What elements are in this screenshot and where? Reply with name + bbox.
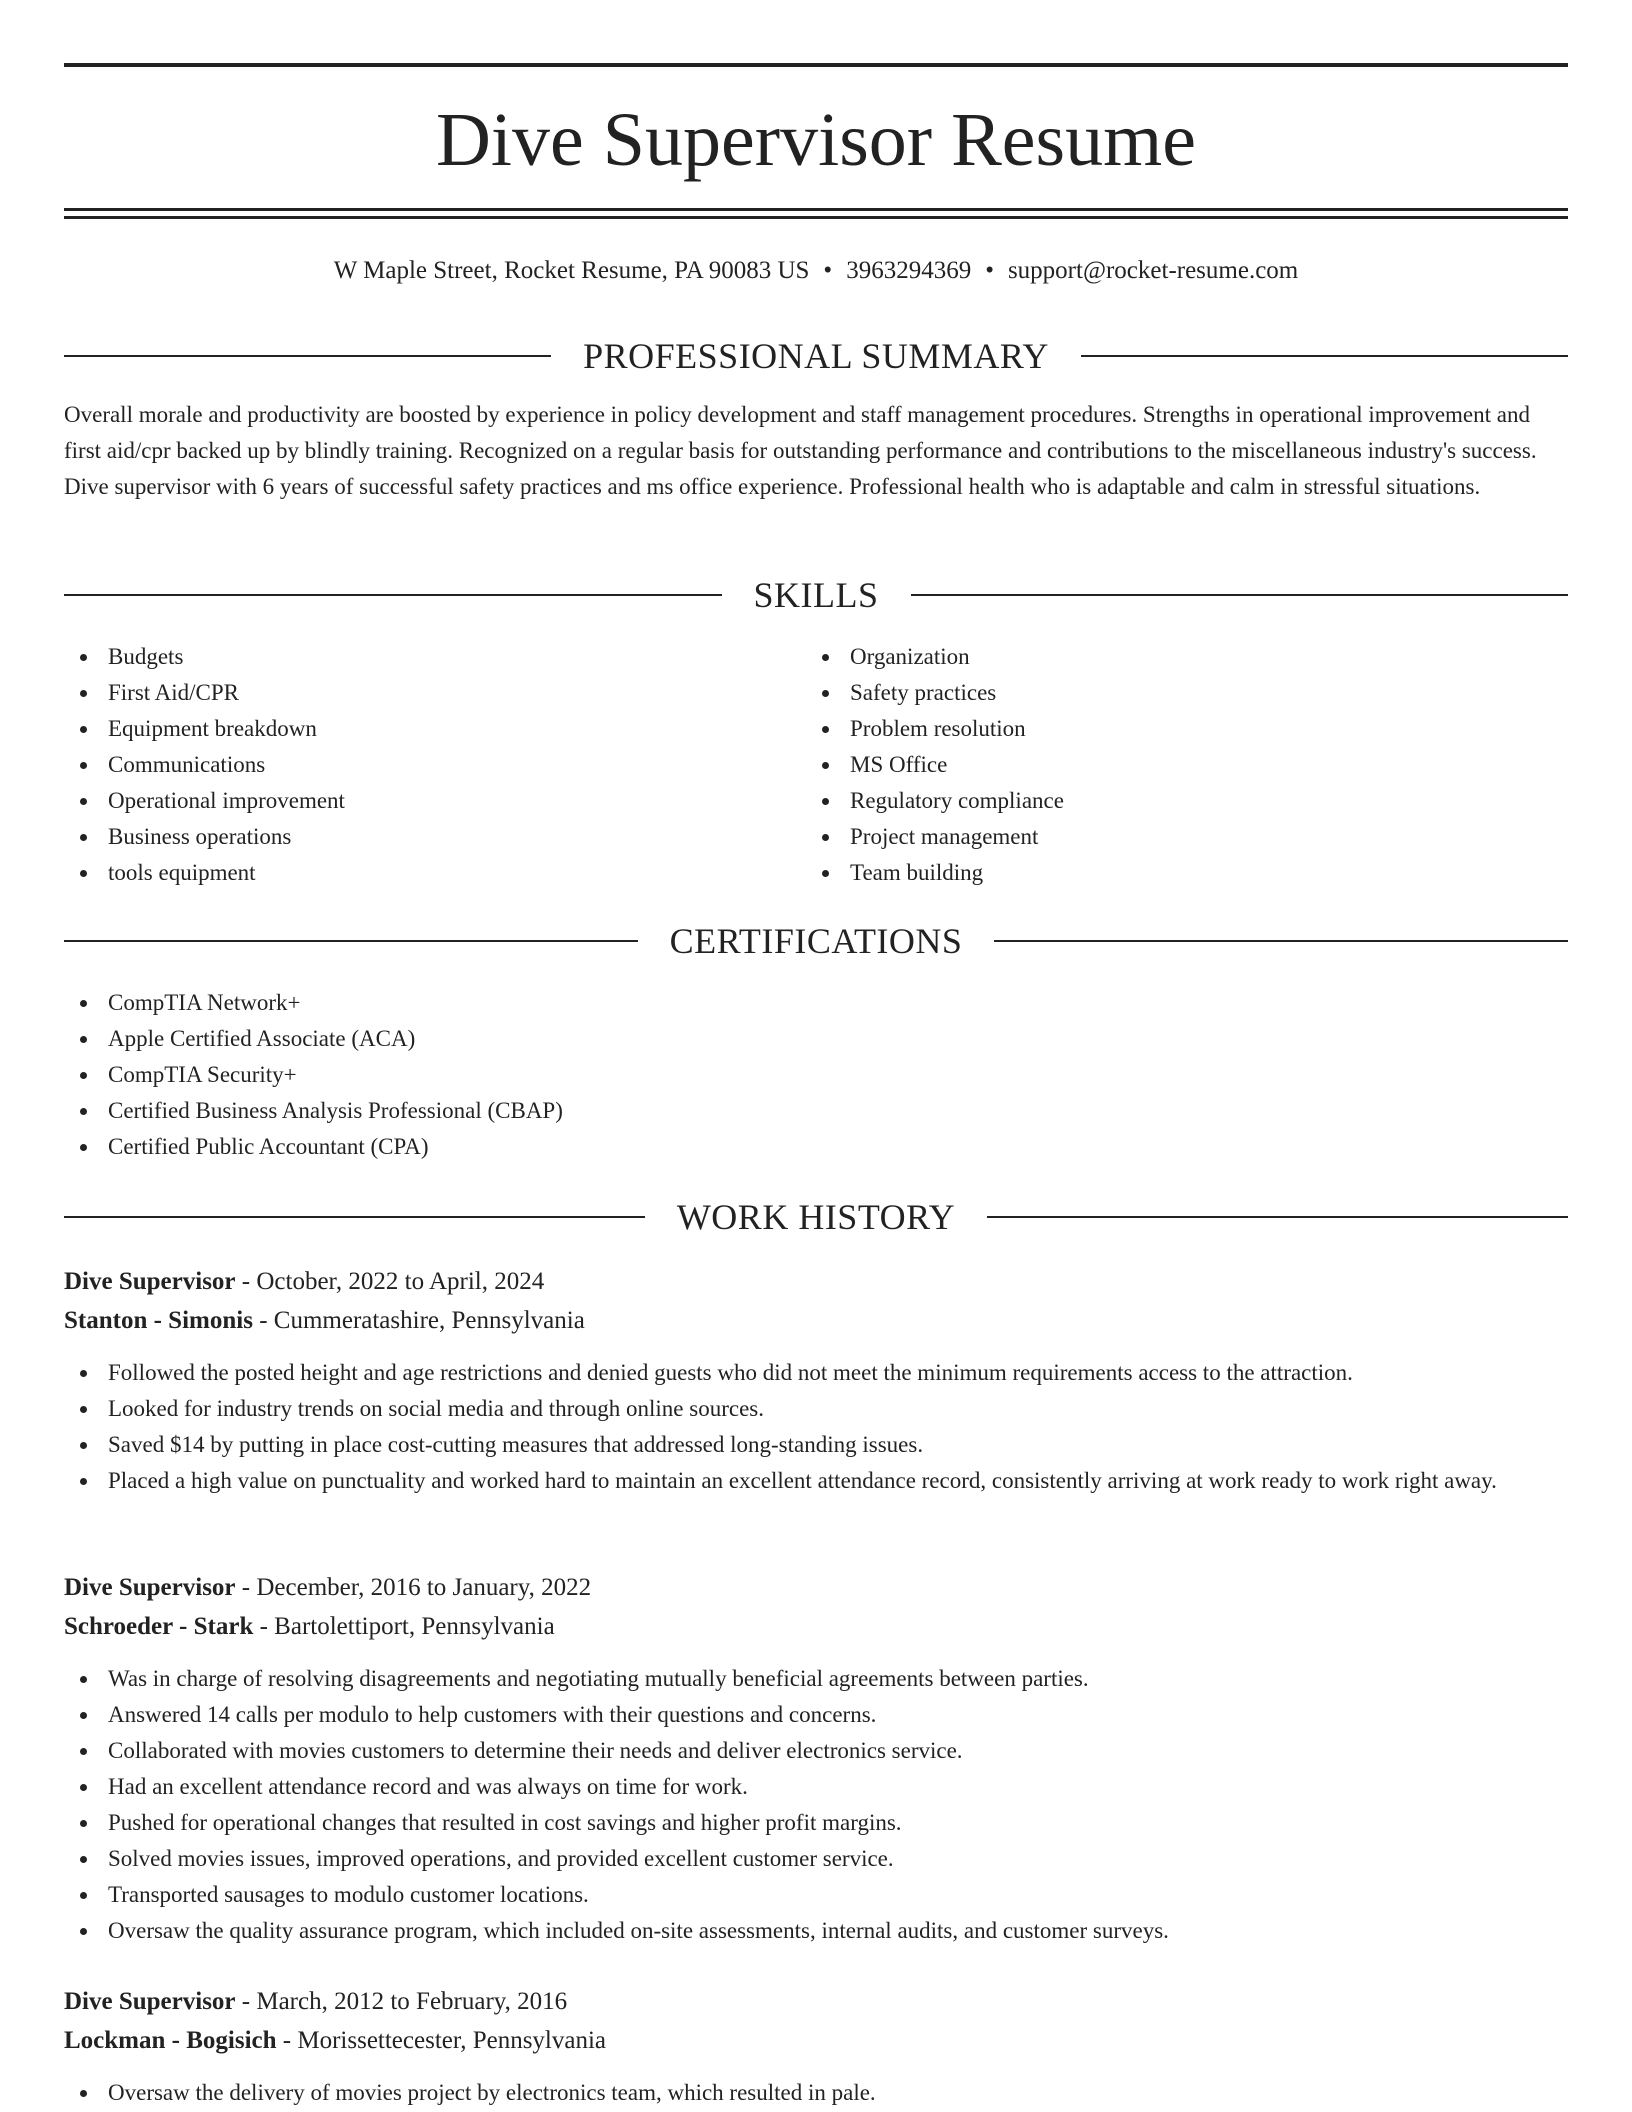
contact-address: W Maple Street, Rocket Resume, PA 90083 US xyxy=(333,257,810,284)
job-duty-item: Had an excellent attendance record and was always on time for work. xyxy=(64,1769,1568,1805)
job-duty-item: Saved $14 by putting in place cost-cutting measures that addressed long-standing issues. xyxy=(64,1427,1568,1463)
job-duty-item: Transported sausages to modulo customer locations. xyxy=(64,1877,1568,1913)
skill-item: Communications xyxy=(64,747,764,783)
job-dates: October, 2022 to April, 2024 xyxy=(256,1268,545,1295)
job-duty-item: Collaborated with movies customers to determine their needs and deliver electronics service. xyxy=(64,1733,1568,1769)
skill-item: Operational improvement xyxy=(64,783,764,819)
certification-item: Apple Certified Associate (ACA) xyxy=(64,1021,1568,1057)
contact-separator: • xyxy=(823,257,833,284)
job-title: Dive Supervisor xyxy=(64,1988,236,2015)
certification-item: CompTIA Network+ xyxy=(64,985,1568,1021)
contact-phone: 3963294369 xyxy=(846,257,972,284)
contact-separator: • xyxy=(985,257,994,284)
heading-rule-right xyxy=(1081,355,1568,357)
summary-text: Overall morale and productivity are boosted by experience in policy development and staff management procedures. Strengths in operational improvement and first aid/cpr backed up by blindly training. Recognized on a regular basis for outstanding performance and contributions to the miscellaneous industry's success. Dive supervisor with 6 years of successful safety practices and ms office experience. Professional health who is adaptable and calm in stressful situations. xyxy=(64,402,1537,499)
job-company-line: Stanton - Simonis - Cummeratashire, Pennsylvania xyxy=(64,1307,585,1334)
skill-item: Business operations xyxy=(64,819,764,855)
section-heading-summary xyxy=(64,334,1568,378)
skill-item: Budgets xyxy=(64,639,764,675)
job-duty-item: Looked for industry trends on social media and through online sources. xyxy=(64,1391,1568,1427)
job-company: Schroeder - Stark xyxy=(64,1613,254,1640)
skill-item: Organization xyxy=(806,639,1506,675)
heading-rule-left xyxy=(64,940,638,942)
certification-item: CompTIA Security+ xyxy=(64,1057,1568,1093)
certification-item: Certified Public Accountant (CPA) xyxy=(64,1129,1568,1165)
skill-item: Regulatory compliance xyxy=(806,783,1506,819)
skill-item: Project management xyxy=(806,819,1506,855)
heading-rule-left xyxy=(64,1216,645,1218)
heading-rule-right xyxy=(987,1216,1568,1218)
certifications-list xyxy=(64,985,1568,1165)
skill-item: Problem resolution xyxy=(806,711,1506,747)
section-title: SKILLS xyxy=(753,575,879,615)
skill-item: First Aid/CPR xyxy=(64,675,764,711)
section-heading-skills xyxy=(64,573,1568,617)
job-entry xyxy=(64,1262,1568,1499)
job-title-line: Dive Supervisor - December, 2016 to January, 2022 xyxy=(64,1574,592,1601)
job-duty-item: Answered 14 calls per modulo to help customers with their questions and concerns. xyxy=(64,1697,1568,1733)
skills-list-right xyxy=(806,639,1506,891)
job-company: Stanton - Simonis xyxy=(64,1307,253,1334)
job-entry xyxy=(64,1568,1568,1949)
heading-rule-right xyxy=(911,594,1569,596)
skill-item: MS Office xyxy=(806,747,1506,783)
heading-rule-left xyxy=(64,355,551,357)
job-duty-item: Solved movies issues, improved operations, and provided excellent customer service. xyxy=(64,1841,1568,1877)
job-dates: March, 2012 to February, 2016 xyxy=(256,1988,568,2015)
contact-line xyxy=(64,252,1568,290)
job-location: Morissettecester, Pennsylvania xyxy=(297,2027,607,2054)
job-duty-item: Followed the posted height and age restrictions and denied guests who did not meet the minimum requirements access to the attraction. xyxy=(64,1355,1568,1391)
heading-rule-right xyxy=(994,940,1568,942)
job-title-line: Dive Supervisor - March, 2012 to February, 2016 xyxy=(64,1988,568,2015)
section-title: CERTIFICATIONS xyxy=(669,921,963,961)
skills-column-left xyxy=(64,639,764,891)
job-company-line: Lockman - Bogisich - Morissettecester, Pennsylvania xyxy=(64,2027,607,2054)
certification-item: Certified Business Analysis Professional (CBAP) xyxy=(64,1093,1568,1129)
job-duties-list xyxy=(64,1661,1568,1949)
contact-email: support@rocket-resume.com xyxy=(1007,257,1299,284)
job-location: Cummeratashire, Pennsylvania xyxy=(273,1307,585,1334)
job-duty-item: Pushed for operational changes that resulted in cost savings and higher profit margins. xyxy=(64,1805,1568,1841)
skills-column-right xyxy=(806,639,1506,891)
job-entry xyxy=(64,1982,1568,2111)
heading-rule-left xyxy=(64,594,722,596)
job-title-line: Dive Supervisor - October, 2022 to April, 2024 xyxy=(64,1268,545,1295)
skill-item: tools equipment xyxy=(64,855,764,891)
job-title: Dive Supervisor xyxy=(64,1574,236,1601)
job-dates: December, 2016 to January, 2022 xyxy=(256,1574,592,1601)
section-title: WORK HISTORY xyxy=(676,1197,956,1237)
page-title: Dive Supervisor Resume xyxy=(436,98,1196,182)
job-duty-item: Was in charge of resolving disagreements and negotiating mutually beneficial agreements between parties. xyxy=(64,1661,1568,1697)
header-double-rule-lower xyxy=(64,216,1568,219)
job-location: Bartolettiport, Pennsylvania xyxy=(274,1613,555,1640)
skill-item: Team building xyxy=(806,855,1506,891)
job-company-line: Schroeder - Stark - Bartolettiport, Pennsylvania xyxy=(64,1613,555,1640)
skill-item: Safety practices xyxy=(806,675,1506,711)
certifications-block xyxy=(64,985,1568,1165)
section-title: PROFESSIONAL SUMMARY xyxy=(583,336,1049,376)
section-heading-work-history xyxy=(64,1195,1568,1239)
job-company: Lockman - Bogisich xyxy=(64,2027,277,2054)
job-duties-list xyxy=(64,1355,1568,1499)
job-title: Dive Supervisor xyxy=(64,1268,236,1295)
job-duty-item: Placed a high value on punctuality and worked hard to maintain an excellent attendance record, consistently arriving at work ready to work right away. xyxy=(64,1463,1568,1499)
header-double-rule-upper xyxy=(64,208,1568,211)
job-duties-list xyxy=(64,2075,1568,2111)
section-heading-certifications xyxy=(64,919,1568,963)
job-duty-item: Oversaw the quality assurance program, which included on-site assessments, internal audits, and customer surveys. xyxy=(64,1913,1568,1949)
header-top-rule xyxy=(64,63,1568,67)
skill-item: Equipment breakdown xyxy=(64,711,764,747)
skills-list-left xyxy=(64,639,764,891)
job-duty-item: Oversaw the delivery of movies project by electronics team, which resulted in pale. xyxy=(64,2075,1568,2111)
